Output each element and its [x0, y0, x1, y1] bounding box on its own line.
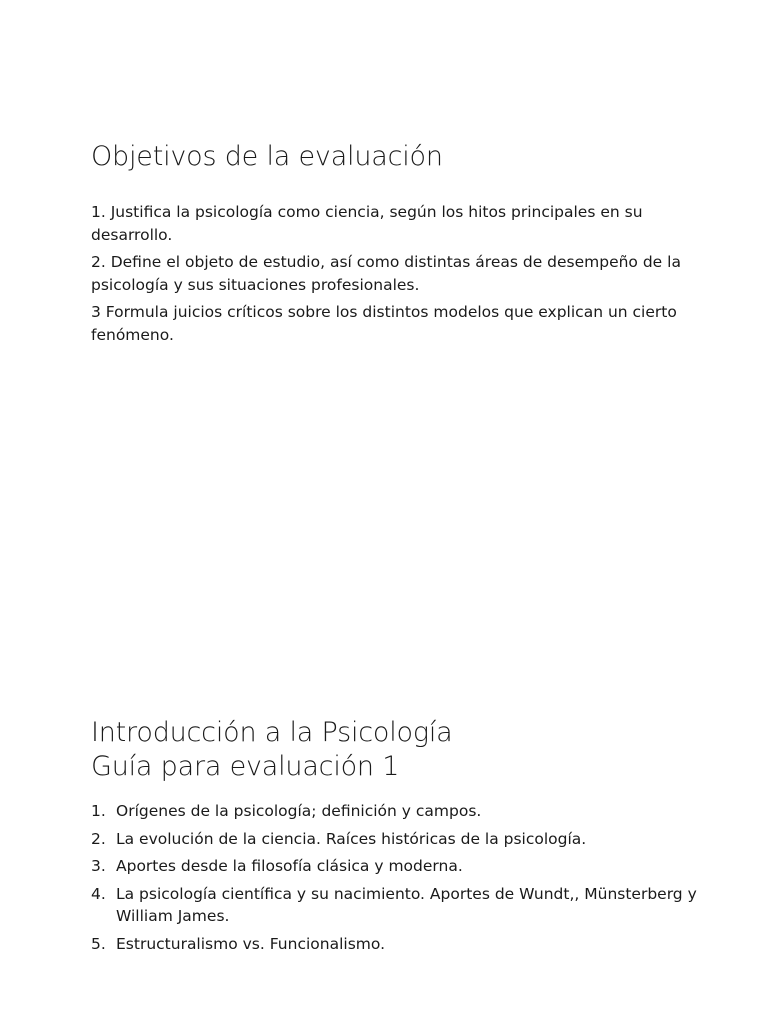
guide-topic-text: La psicología científica y su nacimiento. Aportes de Wundt,, Münsterberg y William James. — [116, 884, 697, 925]
guide-topic-text: Estructuralismo vs. Funcionalismo. — [116, 934, 386, 953]
guide-section — [91, 716, 711, 960]
objective-item-3: 3 Formula juicios críticos sobre los distintos modelos que explican un cierto fenómeno. — [91, 303, 677, 344]
guide-topic-list — [91, 800, 711, 955]
guide-topic-number: 5. — [91, 934, 106, 953]
guide-topic-number: 2. — [91, 829, 106, 848]
guide-topic-item — [91, 855, 711, 878]
guide-topic-item — [91, 883, 711, 928]
guide-topic-text: Orígenes de la psicología; definición y campos. — [116, 802, 482, 820]
guide-title-line-1: Introducción a la Psicología — [91, 717, 453, 748]
guide-topic-number: 3. — [91, 857, 106, 875]
objectives-title: Objetivos de la evaluación — [91, 141, 443, 172]
objectives-section — [91, 140, 711, 351]
guide-topic-item — [91, 828, 711, 851]
objective-item-1: 1. Justifica la psicología como ciencia, según los hitos principales en su desarrollo. — [91, 203, 643, 244]
guide-topic-item — [91, 933, 711, 956]
guide-topic-text: La evolución de la ciencia. Raíces históricas de la psicología. — [116, 829, 587, 848]
guide-topic-number: 4. — [91, 884, 106, 903]
guide-topic-text: Aportes desde la filosofía clásica y moderna. — [116, 857, 463, 875]
guide-topic-item — [91, 800, 711, 823]
guide-title — [91, 716, 711, 784]
guide-topic-number: 1. — [91, 802, 106, 820]
guide-title-line-2: Guía para evaluación 1 — [91, 751, 400, 782]
objective-item-2: 2. Define el objeto de estudio, así como distintas áreas de desempeño de la psicología y sus situaciones profesionales. — [91, 253, 681, 294]
